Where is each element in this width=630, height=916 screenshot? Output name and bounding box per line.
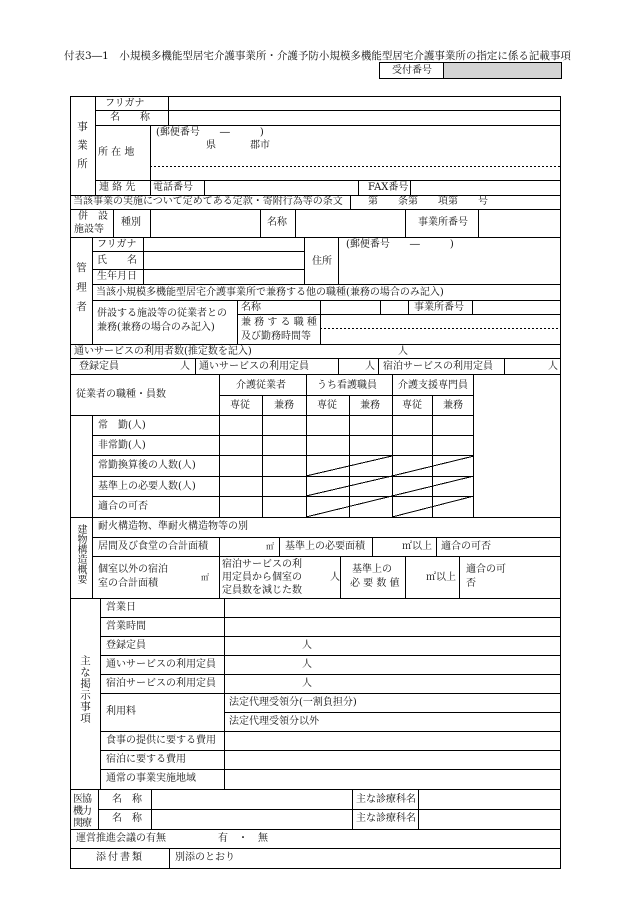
day-capacity-input[interactable] xyxy=(340,361,362,373)
notice-stay-unit: 人 xyxy=(302,678,312,689)
staff-row-fte: 常勤換算後の人数(人) xyxy=(98,460,196,471)
staff-label: 従業者の職種・員数 xyxy=(76,389,166,400)
staff-care-header: 介護従業者 xyxy=(236,380,286,391)
staff-nurse-parttime-header: 兼務 xyxy=(360,400,380,411)
staff-row-parttime: 非常勤(人) xyxy=(98,440,146,451)
manager-concurrent-office-no-input[interactable] xyxy=(474,302,558,314)
manager-concurrent-label-1: 併設する施設等の従業者との xyxy=(97,308,227,319)
required-value-label-2: 必 要 数 値 xyxy=(350,578,400,589)
staff-cm-parttime-header: 兼務 xyxy=(443,400,463,411)
office-postal-code[interactable]: (郵便番号 ― ) xyxy=(156,127,264,138)
notice-business-hours-input[interactable] xyxy=(228,621,558,633)
manager-birth-input[interactable] xyxy=(145,271,302,283)
office-section-label: 事業所 xyxy=(76,121,88,177)
notice-day-capacity: 通いサービスの利用定員 xyxy=(106,659,216,670)
manager-concurrent-name-label: 名称 xyxy=(241,302,261,313)
area-suitability-label: 適合の可否 xyxy=(441,541,491,552)
registered-capacity-unit: 人 xyxy=(180,361,190,372)
office-phone-label: 電話番号 xyxy=(153,182,193,193)
manager-address-input[interactable] xyxy=(346,260,556,272)
office-name-label: 名 称 xyxy=(110,112,150,123)
manager-concurrent-job-label-1: 兼 務 す る 職 種 xyxy=(241,317,317,328)
stay-capacity-unit: 人 xyxy=(548,361,558,372)
office-furigana-label: フリガナ xyxy=(105,98,145,109)
registered-capacity-label: 登録定員 xyxy=(79,361,119,372)
manager-postal-code[interactable]: (郵便番号 ― ) xyxy=(346,239,454,250)
medical-name-input-2[interactable] xyxy=(154,813,350,825)
office-fax-label: FAX番号 xyxy=(368,182,409,193)
day-capacity-label: 通いサービスの利用定員 xyxy=(199,361,309,372)
private-rooms-label-1: 個室以外の宿泊 xyxy=(98,564,168,575)
notice-service-area: 通常の事業実施地域 xyxy=(106,773,196,784)
manager-name-input[interactable] xyxy=(145,255,302,267)
living-dining-area-label: 居間及び食堂の合計面積 xyxy=(98,541,208,552)
staff-care-fulltime-header: 専従 xyxy=(230,400,250,411)
staff-cm-fulltime-header: 専従 xyxy=(402,400,422,411)
private-rooms-unit: ㎡ xyxy=(201,573,209,582)
reception-number-label: 受付番号 xyxy=(392,65,432,76)
notice-stay-cost-input[interactable] xyxy=(228,754,558,766)
manager-concurrent-label-2: 兼務(兼務の場合のみ記入) xyxy=(97,322,215,333)
office-fax-input[interactable] xyxy=(412,182,558,194)
manager-concurrent-job-label-2: 及び勤務時間等 xyxy=(241,331,311,342)
building-fireproof-input[interactable] xyxy=(290,521,556,533)
medical-label-line2: 機力 xyxy=(73,806,91,817)
manager-birth-label: 生年月日 xyxy=(97,271,137,282)
staff-cm-header: 介護支援専門員 xyxy=(398,380,468,391)
day-users-label: 通いサービスの利用者数(推定数を記入) xyxy=(74,346,252,357)
required-area-label: 基準上の必要面積 xyxy=(285,541,365,552)
notice-business-days: 営業日 xyxy=(106,602,136,613)
day-users-input[interactable] xyxy=(300,346,396,358)
medical-label-line1: 医協 xyxy=(73,794,91,805)
annex-name-input[interactable] xyxy=(297,217,403,229)
notice-business-days-input[interactable] xyxy=(228,602,558,614)
living-dining-area-unit: ㎡ xyxy=(266,542,274,551)
office-address-input[interactable] xyxy=(156,153,556,165)
manager-concurrent-job-input[interactable] xyxy=(322,316,558,328)
medical-label-line3: 関療 xyxy=(73,818,91,829)
attach-value: 別添のとおり xyxy=(175,852,235,863)
notice-day-unit: 人 xyxy=(302,659,312,670)
room-suitability-label-2: 否 xyxy=(466,578,476,589)
articles-label: 当該事業の実施について定めてある定款・寄附行為等の条文 xyxy=(73,196,343,207)
manager-section-label: 管理者 xyxy=(75,262,87,321)
room-suitability-label-1: 適合の可 xyxy=(466,564,506,575)
registered-capacity-input[interactable] xyxy=(125,361,177,373)
manager-concurrent-name-input[interactable] xyxy=(322,302,378,314)
staff-care-parttime-header: 兼務 xyxy=(274,400,294,411)
day-capacity-unit: 人 xyxy=(365,361,375,372)
manager-furigana-label: フリガナ xyxy=(97,239,137,250)
manager-name-label: 氏 名 xyxy=(97,255,137,266)
medical-dept-input-2[interactable] xyxy=(421,813,558,825)
articles-number[interactable]: 第 条第 項第 号 xyxy=(368,196,488,207)
medical-dept-label-1: 主な診療科名 xyxy=(356,794,416,805)
stay-minus-label-1: 宿泊サービスの利 xyxy=(222,559,302,570)
staff-row-fulltime: 常 勤(人) xyxy=(98,420,146,431)
staff-nurse-fulltime-header: 専従 xyxy=(317,400,337,411)
notice-stay-capacity: 宿泊サービスの利用定員 xyxy=(106,678,216,689)
stay-minus-label-2: 用定員から個室の xyxy=(222,572,302,583)
meeting-label: 運営推進会議の有無 xyxy=(76,833,166,844)
medical-name-input-1[interactable] xyxy=(154,794,350,806)
notice-stay-cost: 宿泊に要する費用 xyxy=(106,754,186,765)
medical-dept-label-2: 主な診療科名 xyxy=(356,813,416,824)
annex-type-input[interactable] xyxy=(152,217,258,229)
manager-other-duty-label: 当該小規模多機能型居宅介護事業所で兼務する他の職種(兼務の場合のみ記入) xyxy=(96,287,444,298)
staff-row-required: 基準上の必要人数(人) xyxy=(98,481,196,492)
notice-service-area-input[interactable] xyxy=(228,773,558,785)
office-city-label: 郡市 xyxy=(250,140,270,151)
notice-fee-statutory: 法定代理受領分(一割負担分) xyxy=(229,697,357,708)
stay-capacity-input[interactable] xyxy=(506,361,546,373)
day-users-unit: 人 xyxy=(398,346,408,357)
office-address-label: 所 在 地 xyxy=(98,147,135,158)
annex-name-label: 名称 xyxy=(267,217,287,228)
stay-minus-label-3: 定員数を減じた数 xyxy=(222,585,302,596)
notice-meal-cost: 食事の提供に要する費用 xyxy=(106,735,216,746)
stay-capacity-label: 宿泊サービスの利用定員 xyxy=(383,361,493,372)
office-name-input[interactable] xyxy=(170,112,558,124)
private-rooms-label-2: 室の合計面積 xyxy=(98,578,158,589)
notice-fee-label: 利用料 xyxy=(106,706,136,717)
annex-office-no-input[interactable] xyxy=(480,217,558,229)
office-furigana-input[interactable] xyxy=(170,98,558,110)
notice-registered-capacity: 登録定員 xyxy=(106,640,146,651)
office-contact-label: 連 絡 先 xyxy=(99,182,136,193)
notice-meal-cost-input[interactable] xyxy=(228,735,558,747)
manager-address-label: 住所 xyxy=(312,256,332,267)
attach-label: 添付書類 xyxy=(96,852,144,863)
medical-name-label-1: 名 称 xyxy=(112,794,142,805)
stay-minus-unit: 人 xyxy=(330,572,340,583)
staff-nurse-header: うち看護職員 xyxy=(317,380,377,391)
notice-fee-other: 法定代理受領分以外 xyxy=(229,716,319,727)
annex-label-line1: 併 設 xyxy=(78,211,108,222)
meeting-value[interactable]: 有 ・ 無 xyxy=(218,833,268,844)
form-title: 付表3―1 小規模多機能型居宅介護事業所・介護予防小規模多機能型居宅介護事業所の指定に係る記載事項 xyxy=(64,50,571,62)
medical-name-label-2: 名 称 xyxy=(112,813,142,824)
medical-dept-input-1[interactable] xyxy=(421,794,558,806)
notice-business-hours: 営業時間 xyxy=(106,621,146,632)
office-prefecture-label: 県 xyxy=(206,140,216,151)
notice-registered-unit: 人 xyxy=(302,640,312,651)
manager-furigana-input[interactable] xyxy=(145,239,302,251)
notice-section-label: 主な掲示事項 xyxy=(79,655,91,724)
required-value-unit: ㎡以上 xyxy=(426,572,456,583)
required-area-unit: ㎡以上 xyxy=(402,541,432,552)
annex-type-label: 種別 xyxy=(121,217,141,228)
required-value-label-1: 基準上の xyxy=(352,564,392,575)
staff-row-suitability: 適合の可否 xyxy=(98,501,148,512)
building-section-label: 建物構造概要 xyxy=(75,524,86,584)
office-phone-input[interactable] xyxy=(206,182,356,194)
manager-concurrent-office-no-label: 事業所番号 xyxy=(414,302,464,313)
annex-label-line2: 施設等 xyxy=(74,224,104,235)
annex-office-no-label: 事業所番号 xyxy=(418,217,468,228)
building-fireproof-label: 耐火構造物、準耐火構造物等の別 xyxy=(98,521,248,532)
